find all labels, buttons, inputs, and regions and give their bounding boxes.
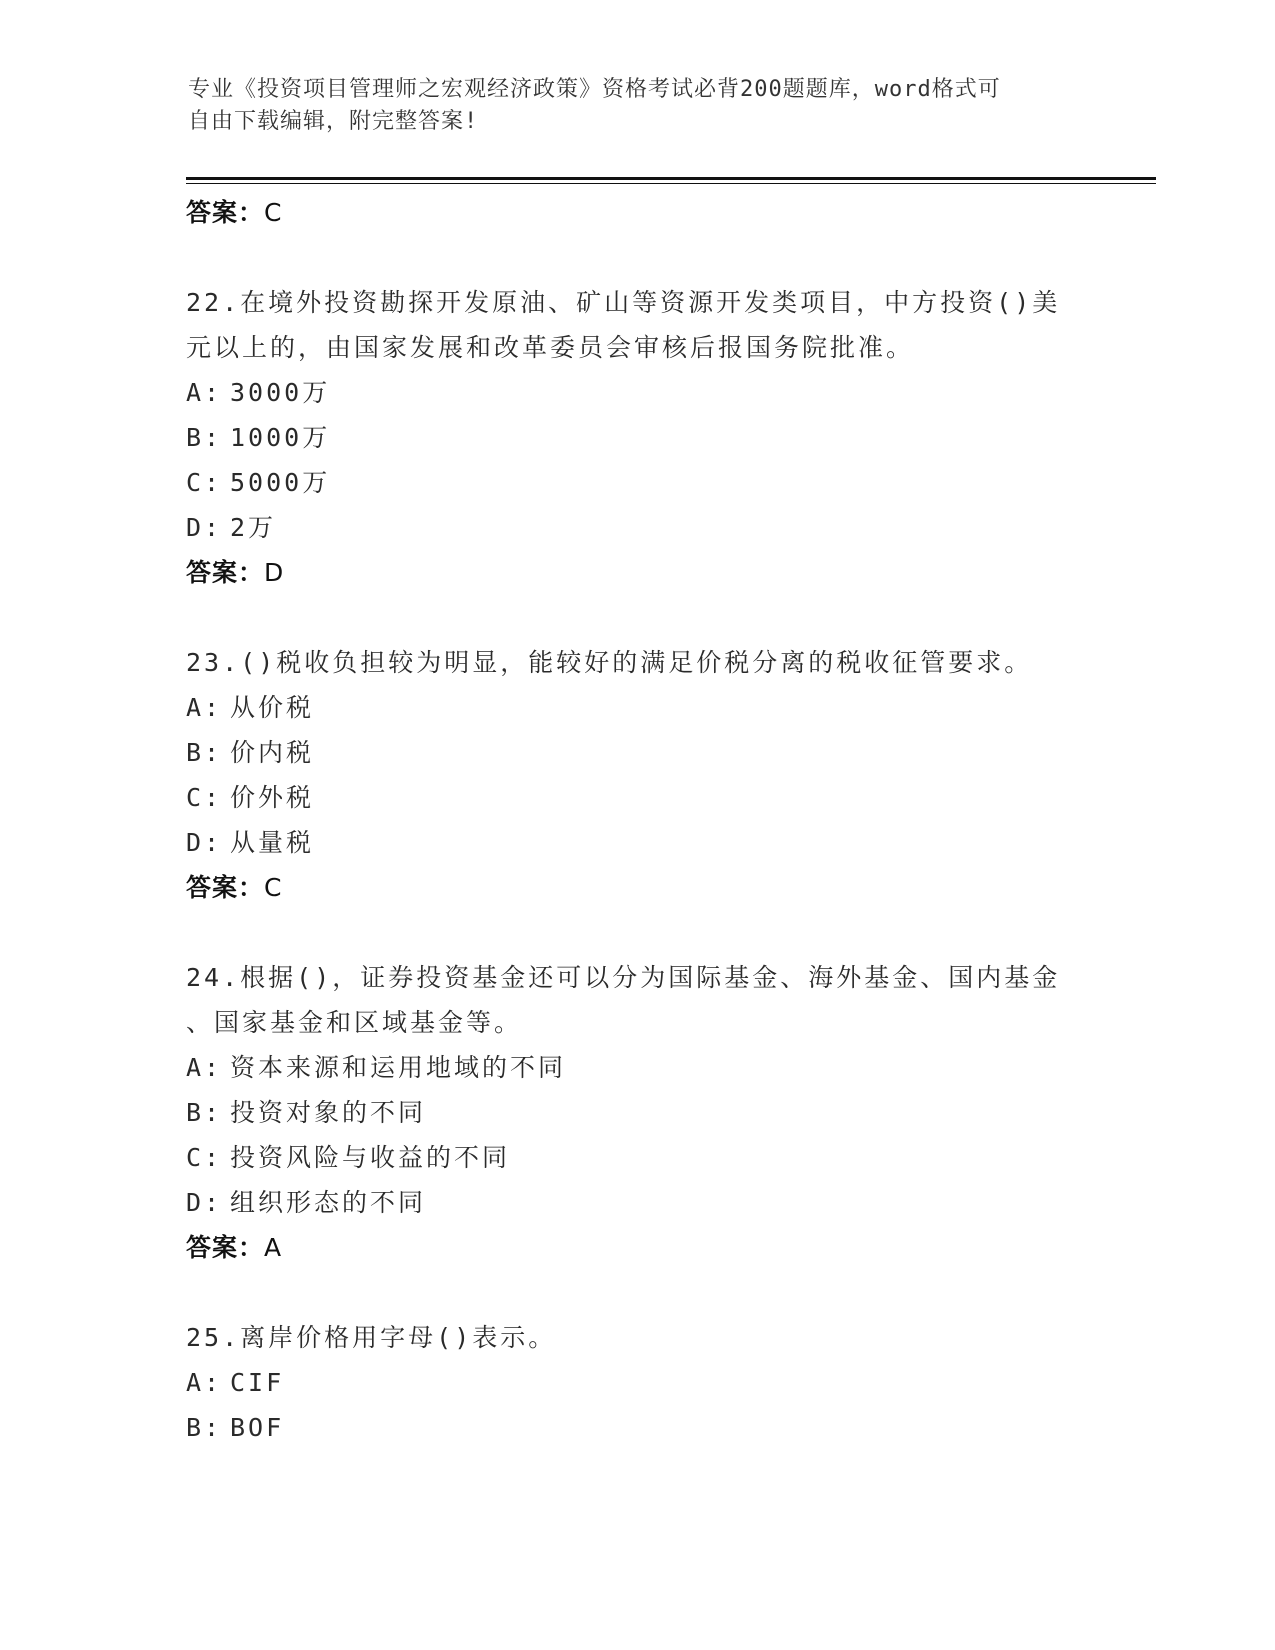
question-23 <box>186 640 1086 911</box>
question-stem <box>186 640 1086 685</box>
question-stem-line-1: 25.离岸价格用字母()表示。 <box>186 1323 557 1352</box>
option-label: A: <box>186 1053 223 1082</box>
header-rule-thin <box>186 183 1156 184</box>
option-label: B: <box>186 1098 223 1127</box>
answer-previous <box>186 190 1086 236</box>
question-stem <box>186 1315 1086 1360</box>
question-stem-line-1: 22.在境外投资勘探开发原油、矿山等资源开发类项目，中方投资()美 <box>186 288 1061 317</box>
answer-prefix: 答案： <box>186 1233 265 1262</box>
option-label: D: <box>186 828 223 857</box>
option-d <box>186 505 1086 550</box>
option-text: 价外税 <box>230 783 315 812</box>
option-label: B: <box>186 738 223 767</box>
question-stem-line-1: 23.()税收负担较为明显，能较好的满足价税分离的税收征管要求。 <box>186 648 1033 677</box>
answer-prefix: 答案： <box>186 873 265 902</box>
option-label: B: <box>186 1413 223 1442</box>
question-25 <box>186 1315 1086 1450</box>
option-text: 从量税 <box>230 828 315 857</box>
header-line-2: 自由下载编辑，附完整答案! <box>188 109 479 134</box>
option-a <box>186 1360 1086 1405</box>
question-stem <box>186 280 1086 370</box>
question-list <box>186 190 1086 1450</box>
option-b <box>186 415 1086 460</box>
option-text: 1000万 <box>230 423 331 452</box>
option-b <box>186 1090 1086 1135</box>
page-header <box>188 74 1088 138</box>
header-rule-thick <box>186 177 1156 180</box>
option-text: 价内税 <box>230 738 315 767</box>
option-b <box>186 1405 1086 1450</box>
option-label: C: <box>186 468 223 497</box>
option-text: 从价税 <box>230 693 315 722</box>
option-c <box>186 775 1086 820</box>
option-b <box>186 730 1086 775</box>
option-label: A: <box>186 693 223 722</box>
option-c <box>186 460 1086 505</box>
option-label: C: <box>186 783 223 812</box>
question-stem-line-2: 、国家基金和区域基金等。 <box>186 1008 523 1037</box>
option-text: CIF <box>230 1368 285 1397</box>
option-text: BOF <box>230 1413 285 1442</box>
option-label: B: <box>186 423 223 452</box>
question-stem-line-2: 元以上的，由国家发展和改革委员会审核后报国务院批准。 <box>186 333 915 362</box>
option-label: A: <box>186 378 223 407</box>
option-d <box>186 1180 1086 1225</box>
option-label: C: <box>186 1143 223 1172</box>
option-a <box>186 685 1086 730</box>
option-label: D: <box>186 1188 223 1217</box>
answer-prefix: 答案： <box>186 558 265 587</box>
option-d <box>186 820 1086 865</box>
answer-prefix: 答案： <box>186 198 265 227</box>
answer-24 <box>186 1225 1086 1271</box>
option-text: 3000万 <box>230 378 331 407</box>
question-stem-line-1: 24.根据()，证券投资基金还可以分为国际基金、海外基金、国内基金 <box>186 963 1061 992</box>
option-text: 投资对象的不同 <box>230 1098 427 1127</box>
option-label: D: <box>186 513 223 542</box>
option-text: 2万 <box>230 513 277 542</box>
question-stem <box>186 955 1086 1045</box>
option-text: 投资风险与收益的不同 <box>230 1143 511 1172</box>
answer-value: D <box>264 558 285 587</box>
option-text: 组织形态的不同 <box>230 1188 427 1217</box>
option-a <box>186 1045 1086 1090</box>
question-24 <box>186 955 1086 1271</box>
option-text: 资本来源和运用地域的不同 <box>230 1053 567 1082</box>
option-label: A: <box>186 1368 223 1397</box>
answer-value: C <box>264 873 283 902</box>
question-22 <box>186 280 1086 596</box>
header-line-1: 专业《投资项目管理师之宏观经济政策》资格考试必背200题题库，word格式可 <box>188 77 1001 102</box>
option-c <box>186 1135 1086 1180</box>
option-a <box>186 370 1086 415</box>
answer-22 <box>186 550 1086 596</box>
answer-value: C <box>264 198 283 227</box>
answer-23 <box>186 865 1086 911</box>
option-text: 5000万 <box>230 468 331 497</box>
answer-value: A <box>264 1233 283 1262</box>
